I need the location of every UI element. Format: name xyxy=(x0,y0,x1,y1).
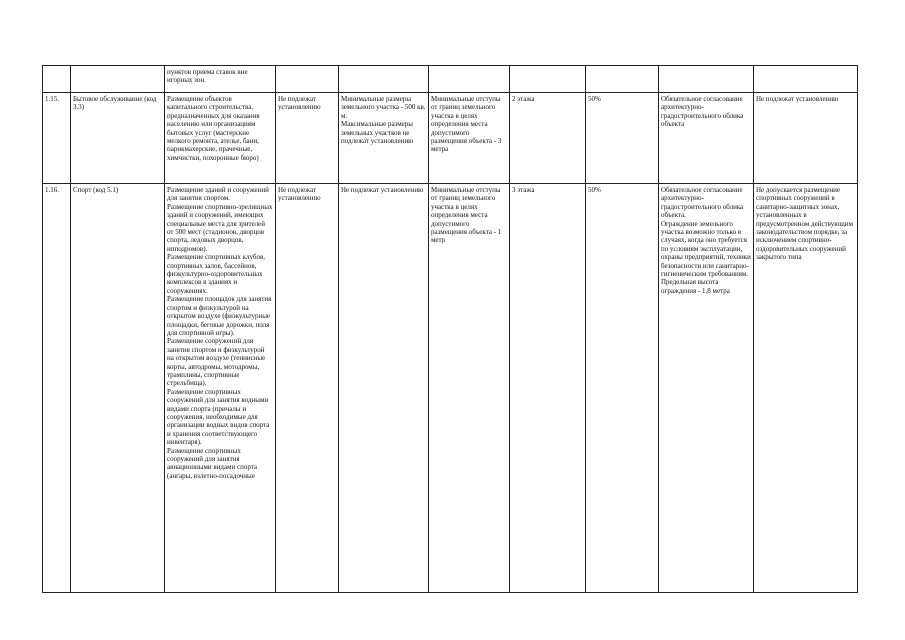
setbacks-cell: Минимальные отступы от границ земельного участка в целях определения места допустимого размещения объекта - 1 метр xyxy=(429,184,510,593)
row-number xyxy=(43,66,71,93)
use-type-description: пунктов приема ставок вне игорных зон. xyxy=(165,66,276,93)
plot-area-cell: Не подлежат установлению xyxy=(339,184,429,593)
table-row xyxy=(43,93,858,184)
use-type-description: Размещение объектов капитального строительства, предназначенных для оказания населению или организациям бытовых услуг (мастерские мелкого ремонта, ателье, бани, парикмахерские, прачечные, химчистки, похоронные бюро) xyxy=(165,93,276,184)
coverage-cell: 50% xyxy=(586,184,659,593)
setbacks-cell xyxy=(429,66,510,93)
use-type-description: Размещение зданий и сооружений для занятия спортом. Размещение спортивно-зрелищных зданий и сооружений, имеющих специальные места для зрителей от 500 мест (стадионов, дворцов спорта, ледовых дворцов, ипподромов). Размещение спортивных клубов, спортивных залов, бассейнов, физкультурно-оздоровительных комплексов в зданиях и сооружениях. Размещение площадок для занятия спортом и физкультурой на открытом воздухе (физкультурные площадки, беговые дорожки, поля для спортивной игры). Размещение сооружений для занятия спортом и физкультурой на открытом воздухе (теннисные корты, автодромы, мотодромы, трамплины, спортивные стрельбища). Размещение спортивных сооружений для занятия водными видами спорта (причалы и сооружения, необходимые для организации водных видов спорта и хранения соответствующего инвентаря). Размещение спортивных сооружений для занятия авиационными видами спорта (ангары, взлетно-посадочные xyxy=(165,184,276,593)
use-type-name: Спорт (код 5.1) xyxy=(71,184,165,593)
plot-size-cell: Не подлежат установлению xyxy=(276,93,339,184)
restrictions-cell xyxy=(754,66,858,93)
table-row xyxy=(43,184,858,593)
floors-cell xyxy=(510,66,586,93)
other-params-cell: Обязательное согласование архитектурно-градостроительного облика объекта xyxy=(659,93,754,184)
floors-cell: 2 этажа xyxy=(510,93,586,184)
restrictions-cell: Не подлежат установлению xyxy=(754,93,858,184)
row-number: 1.16. xyxy=(43,184,71,593)
floors-cell: 3 этажа xyxy=(510,184,586,593)
use-type-name: Бытовое обслуживание (код 3.3) xyxy=(71,93,165,184)
restrictions-cell: Не допускается размещение спортивных сооружений в санитарно-защитных зонах, установленных в предусмотренном действующим законодательством порядке, за исключением спортивно-оздоровительных сооружений закрытого типа xyxy=(754,184,858,593)
coverage-cell xyxy=(586,66,659,93)
other-params-cell xyxy=(659,66,754,93)
setbacks-cell: Минимальные отступы от границ земельного участка в целях определения места допустимого размещения объекта - 3 метра xyxy=(429,93,510,184)
coverage-cell: 50% xyxy=(586,93,659,184)
other-params-cell: Обязательное согласование архитектурно-градостроительного облика объекта. Ограждение земельного участка возможно только в случаях, когда оно требуется по условиям эксплуатации, охраны предприятий, техники безопасности или санитарно-гигиеническим требованиям. Предельная высота ограждения - 1,8 метра xyxy=(659,184,754,593)
plot-size-cell: Не подлежат установлению xyxy=(276,184,339,593)
plot-area-cell: Минимальные размеры земельного участка - 500 кв. м. Максимальные размеры земельных участков не подлежат установлению xyxy=(339,93,429,184)
row-number: 1.15. xyxy=(43,93,71,184)
plot-size-cell xyxy=(276,66,339,93)
use-type-name xyxy=(71,66,165,93)
table-row xyxy=(43,66,858,93)
plot-area-cell xyxy=(339,66,429,93)
zoning-regulations-table xyxy=(42,65,858,593)
